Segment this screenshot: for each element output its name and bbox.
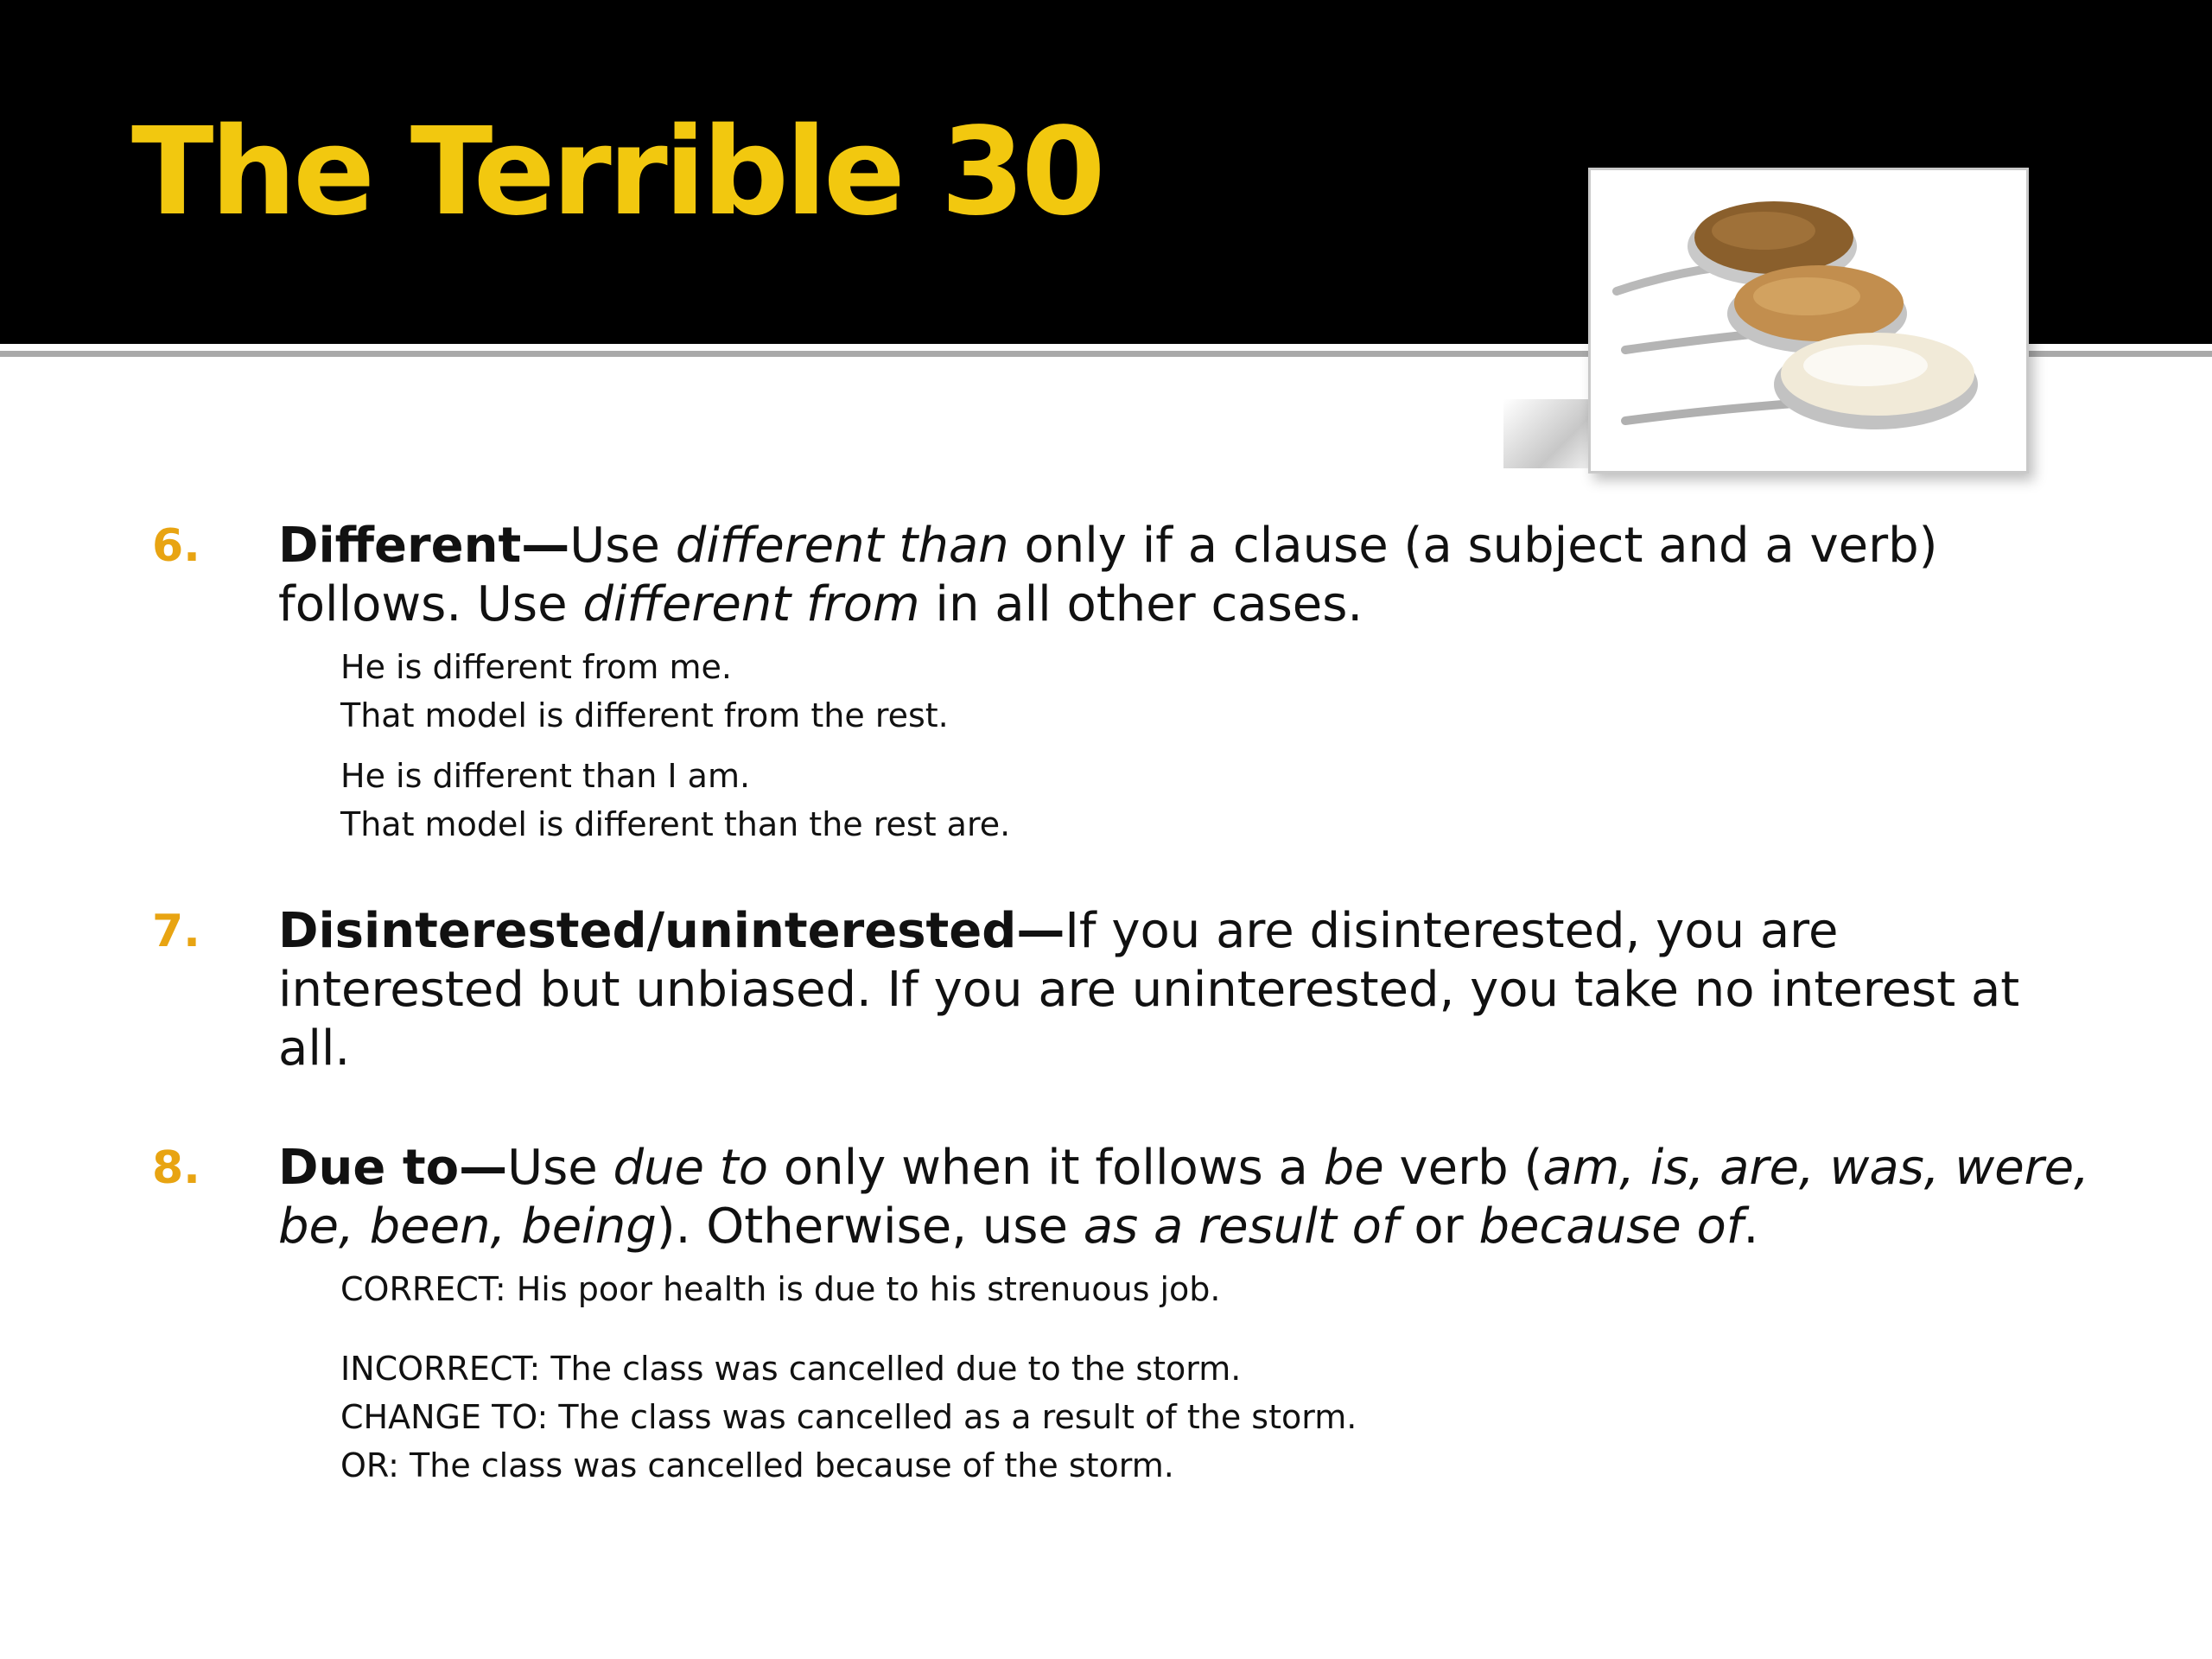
item-text bbox=[278, 1139, 2093, 1256]
item-dash: — bbox=[521, 518, 570, 574]
example-group bbox=[340, 1265, 1809, 1490]
item-text-run: or bbox=[1398, 1198, 1479, 1255]
item-text-run: only when it follows a bbox=[768, 1140, 1324, 1196]
item-text-run: . bbox=[1743, 1198, 1759, 1255]
item-number: 7. bbox=[152, 906, 200, 957]
spoons-of-sugar-icon bbox=[1591, 170, 2026, 471]
spacer bbox=[340, 740, 1809, 752]
item-term: Disinterested/uninterested bbox=[278, 903, 1017, 959]
item-emphasis: due to bbox=[613, 1140, 769, 1196]
example-line: That model is different from the rest. bbox=[340, 696, 949, 734]
example-line: CORRECT: His poor health is due to his strenuous job. bbox=[340, 1270, 1221, 1308]
item-emphasis: because of bbox=[1478, 1198, 1744, 1255]
item-emphasis: be bbox=[1323, 1140, 1384, 1196]
example-line: He is different than I am. bbox=[340, 757, 751, 795]
example-line: That model is different than the rest are. bbox=[340, 805, 1011, 843]
item-text-run: ). Otherwise, use bbox=[656, 1198, 1084, 1255]
item-number: 8. bbox=[152, 1142, 200, 1194]
slide-title: The Terrible 30 bbox=[131, 102, 1103, 243]
example-line: OR: The class was cancelled because of the storm. bbox=[340, 1446, 1174, 1484]
item-text bbox=[278, 517, 2093, 634]
item-term: Due to bbox=[278, 1140, 460, 1196]
example-line: CHANGE TO: The class was cancelled as a result of the storm. bbox=[340, 1398, 1357, 1436]
example-group bbox=[340, 643, 1809, 849]
item-text-run: Use bbox=[569, 518, 676, 574]
item-term: Different bbox=[278, 518, 522, 574]
item-emphasis: different than bbox=[675, 518, 1009, 574]
item-text-run: If you are disinterested, you are interested but unbiased. If you are uninterested, you take no interest at all. bbox=[278, 903, 2020, 1077]
example-line: He is different from me. bbox=[340, 648, 732, 686]
item-dash: — bbox=[1016, 903, 1065, 959]
item-emphasis: am, is, are, was, were, be, been, being bbox=[278, 1140, 2089, 1255]
item-emphasis: as a result of bbox=[1083, 1198, 1399, 1255]
item-text-run: only if a clause (a subject and a verb) follows. Use bbox=[278, 518, 1938, 632]
item-emphasis: different from bbox=[582, 576, 920, 632]
spoons-of-sugar-photo bbox=[1588, 168, 2029, 474]
item-text-run: verb ( bbox=[1383, 1140, 1543, 1196]
item-text bbox=[278, 902, 2093, 1078]
spacer bbox=[340, 1313, 1809, 1344]
item-text-run: Use bbox=[507, 1140, 613, 1196]
item-text-run: in all other cases. bbox=[919, 576, 1363, 632]
item-number: 6. bbox=[152, 520, 200, 572]
example-line: INCORRECT: The class was cancelled due to the storm. bbox=[340, 1350, 1242, 1388]
item-dash: — bbox=[459, 1140, 508, 1196]
